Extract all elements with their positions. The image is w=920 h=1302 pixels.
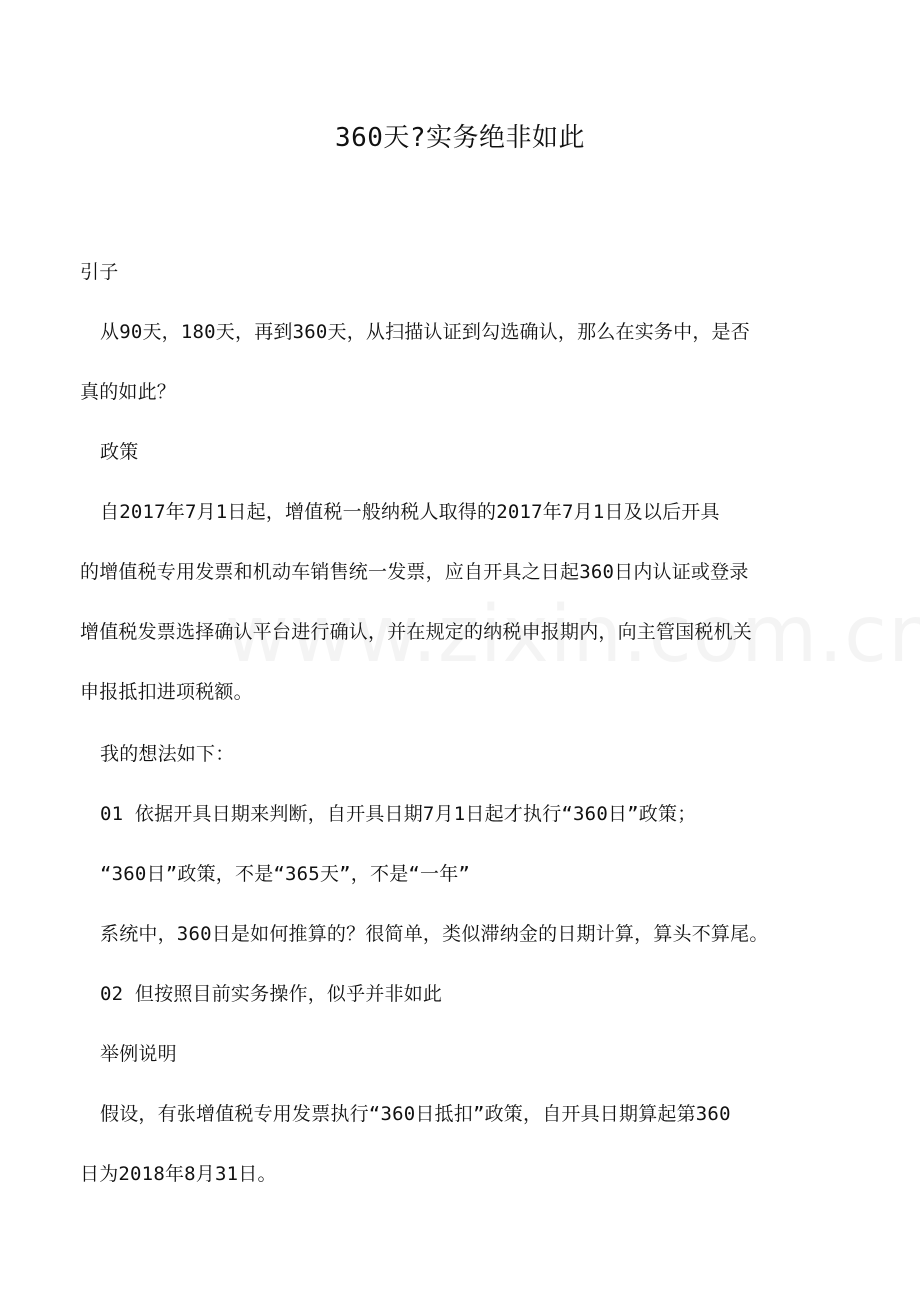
section-heading-example: 举例说明 (100, 1043, 177, 1065)
paragraph-line: 增值税发票选择确认平台进行确认，并在规定的纳税申报期内，向主管国税机关 (80, 621, 753, 643)
paragraph-line: 的增值税专用发票和机动车销售统一发票，应自开具之日起360日内认证或登录 (80, 561, 749, 583)
section-heading-policy: 政策 (100, 441, 139, 463)
document-title: 360天?实务绝非如此 (334, 123, 586, 153)
paragraph-line: 01 依据开具日期来判断，自开具日期7月1日起才执行“360日”政策； (100, 803, 697, 825)
paragraph-line: 自2017年7月1日起，增值税一般纳税人取得的2017年7月1日及以后开具 (100, 501, 720, 523)
paragraph-line: 系统中，360日是如何推算的？很简单，类似滞纳金的日期计算，算头不算尾。 (100, 923, 769, 945)
paragraph-line: 我的想法如下： (100, 743, 235, 765)
paragraph-line: 假设，有张增值税专用发票执行“360日抵扣”政策，自开具日期算起第360 (100, 1103, 731, 1125)
paragraph-line: 真的如此？ (80, 381, 177, 403)
section-heading-intro: 引子 (80, 261, 119, 283)
paragraph-line: 申报抵扣进项税额。 (80, 681, 253, 703)
paragraph-line: 从90天，180天，再到360天，从扫描认证到勾选确认，那么在实务中，是否 (100, 321, 750, 343)
paragraph-line: 日为2018年8月31日。 (80, 1163, 277, 1185)
paragraph-line: “360日”政策，不是“365天”，不是“一年” (100, 863, 471, 885)
paragraph-line: 02 但按照目前实务操作，似乎并非如此 (100, 983, 443, 1005)
